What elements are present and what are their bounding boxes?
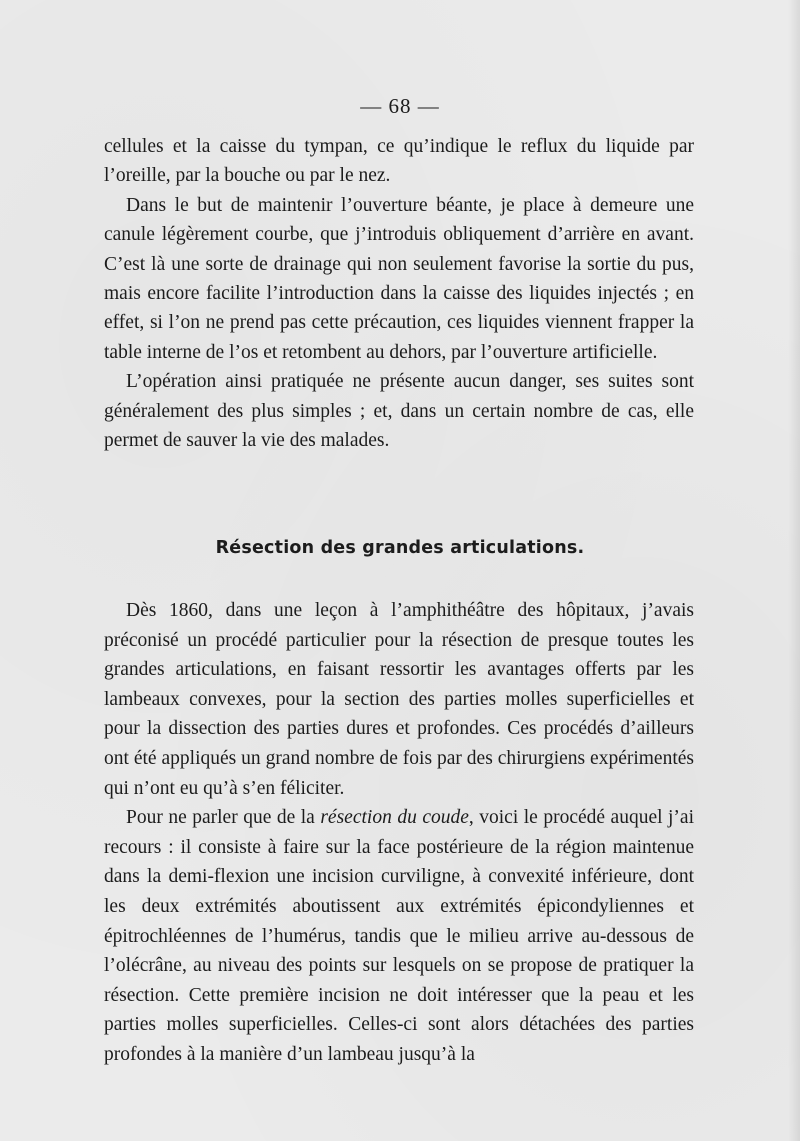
paragraph-operation-outcome: L’opération ainsi pratiquée ne présente aucun danger, ses suites sont généralement des plus simples ; et, dans un certain nombre de cas, elle permet de sauver la vie des malades. (104, 371, 694, 452)
page-edge-shadow (788, 0, 800, 1141)
section-heading: Résection des grandes articulations. (215, 538, 585, 558)
elbow-resection-term: résection du coude (320, 807, 469, 829)
elbow-text-after: , voici le procédé auquel j’ai recours : il consiste à faire sur la face postérieure de la région maintenue dans la demi-flexion une incision curviligne, à convexité inférieure, dont les deux extrémités aboutissent aux extrémités épicondyliennes et épitrochléennes de l’humérus, tandis que le milieu arrive au-dessous de l’olécrâne, au niveau des points sur lesquels on se propose de pratiquer la résection. Cette première incision ne doit intéresser que la peau et les parties molles superficielles. Celles-ci sont alors détachées des parties profondes à la manière d’un lambeau jusqu’à la (104, 807, 694, 1065)
elbow-text-before: Pour ne parler que de la (126, 807, 321, 829)
text-block-bottom (104, 596, 694, 1070)
paragraph-continued: cellules et la caisse du tympan, ce qu’indique le reflux du liquide par l’oreille, par la bouche ou par le nez. (104, 136, 694, 187)
paragraph-1860-lesson: Dès 1860, dans une leçon à l’amphithéâtre des hôpitaux, j’avais préconisé un procédé particulier pour la résection de presque toutes les grandes articulations, en faisant ressortir les avantages offerts par les lambeaux convexes, pour la section des parties molles superficielles et pour la dissection des parties dures et profondes. Ces procédés d’ailleurs ont été appliqués un grand nombre de fois par des chirurgiens expérimentés qui n’ont eu qu’à s’en féliciter. (104, 600, 694, 799)
paragraph-drainage: Dans le but de maintenir l’ouverture béante, je place à demeure une canule légèrement courbe, que j’introduis obliquement d’arrière en avant. C’est là une sorte de drainage qui non seulement favorise la sortie du pus, mais encore facilite l’introduction dans la caisse des liquides injectés ; en effet, si l’on ne prend pas cette précaution, ces liquides viennent frapper la table interne de l’os et retombent au dehors, par l’ouverture artificielle. (104, 194, 694, 363)
paragraph-elbow-resection (104, 803, 694, 1069)
text-block-top (104, 132, 694, 455)
page-number: — 68 — (360, 94, 440, 118)
